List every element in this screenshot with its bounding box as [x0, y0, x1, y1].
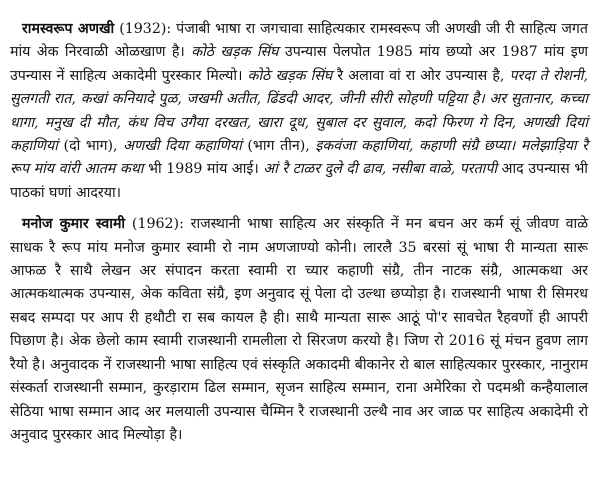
work-title: अणखी दिया कहाणियां [123, 138, 242, 155]
work-titles: इकवंजा कहाणियां, कहाणी संग्रै छप्या। [315, 138, 516, 155]
work-title: कोठे खड़क सिंघ [191, 44, 279, 61]
bio-text: (1932): पंजाबी भाषा रा जगचावा साहित्यकार रामस्वरूप जी अणखी जी री साहित्य जगत मांय अेक निरवाळी ओळखाण है। [10, 21, 588, 61]
author-entry-manoj-kumar-swami [10, 213, 588, 447]
bio-text: उपन्यास पेलपोत 1985 मांय छप्यो अर 1987 मांय इण उपन्यास नें साहित्य अकादेमी पुरस्कार मिल्यो। [10, 44, 589, 84]
work-titles: अर सुतानार, कच्चा धागा, मनुख दी मौत, कंध विच उगैया दरखत, खारा दूध, सुबाल दर सुवाल, कदो फिरण गे दिन, अणखी दियां कहाणियां [10, 91, 589, 155]
work-title: मलेझाड़िया रै रूप मांय वांरी आतम कथा [10, 138, 588, 178]
document-page [10, 18, 588, 447]
author-name: मनोज कुमार स्वामी [22, 216, 126, 233]
bio-text: भी 1989 मांय आई। [143, 161, 264, 178]
work-titles: परदा ते रोशनी, सुलगती रात, कखां कनियादे पुळ, जखमी अतीत, ढिंडदी आदर, जीनी सीरी सोहणी पट्टिया है। [10, 67, 588, 108]
bio-text: (दो भाग), [57, 138, 124, 155]
work-titles: आं रै टाळर दुले दी ढाव, नसीबा वाळे, परतापी [263, 161, 498, 178]
bio-text: आद उपन्यास भी पाठकां घणां आदरया। [10, 161, 588, 201]
bio-text: (भाग तीन), [241, 138, 316, 155]
work-title: कोठे खड़क सिंघ [247, 67, 333, 84]
author-entry-ramswaroop-ankhi [10, 18, 588, 205]
author-name: रामस्वरूप अणखी [22, 21, 115, 37]
bio-text: रै अलावा वां रा ओर उपन्यास है, [332, 67, 510, 84]
bio-text: (1962): राजस्थानी भाषा साहित्य अर संस्कृति नें मन बचन अर कर्म सूं जीवण वाळे साधक रै रूप मांय मनोज कुमार स्वामी रो नाम अणजाण्यो कोनी। लारलै 35 बरसां सूं भाषा री मान्यता सारू आफळ रै साथै लेखन अर संपादन करता स्वामी रा च्यार कहाणी संग्रै, तीन नाटक संग्रै, आत्मकथा अर आत्मकथात्मक उपन्यास, अेक कविता संग्रै, इण अनुवाद सूं पेला दो उल्था छप्योड़ा है। राजस्थानी भाषा री सिमरध सबद सम्पदा पर आप री हथौटी रा सब कायल है ही। साथै मान्यता सारू आठूं पो'र सावचेत रैहवणों ही आपरी पिछाण है। अेक छेलो काम स्वामी राजस्थानी रामलीला रो सिरजण करयो है। जिण रो 2016 सूं मंचन हुवण लाग रैयो है। अनुवादक नें राजस्थानी भाषा साहित्य एवं संस्कृति अकादमी बीकानेर रो बाल साहित्यकार पुरस्कार, नानुराम संस्कर्ता राजस्थानी सम्मान, कुरड़ाराम ढिल सम्मान, सृजन साहित्य सम्मान, राना अमेरिका रो पदमश्री कन्हैयालाल सेठिया भाषा सम्मान आद अर मलयाली उपन्यास चैम्मिन रै राजस्थानी उल्थै नाव अर जाळ पर साहित्य अकादेमी रो अनुवाद पुरस्कार आद मिल्योड़ा है। [10, 216, 588, 443]
